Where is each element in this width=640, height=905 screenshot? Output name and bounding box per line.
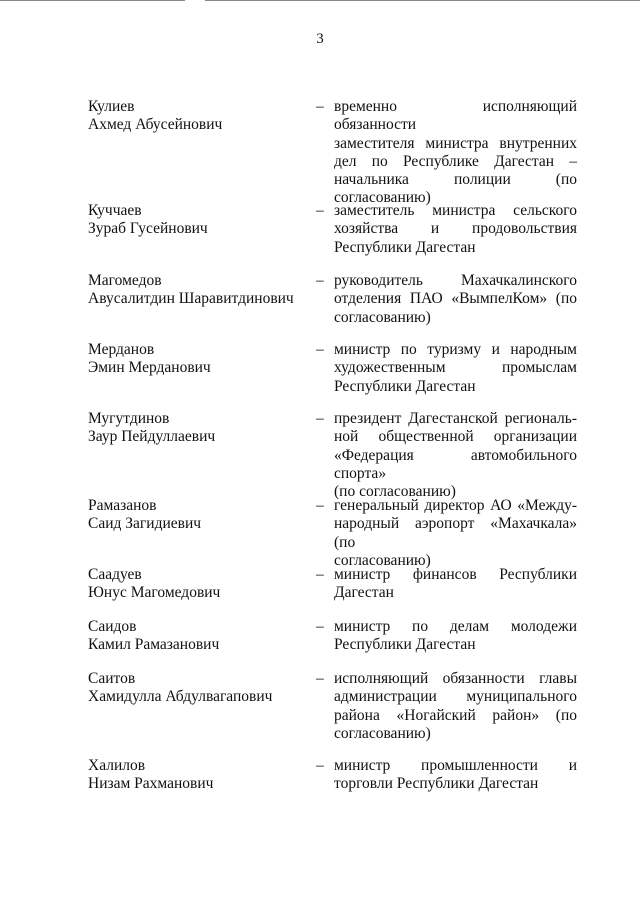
member-position-line: министр по туризму и народным [334,341,577,358]
member-name [88,618,308,655]
member-given-names: Юнус Магомедович [88,584,221,602]
member-surname: Мерданов [88,341,155,358]
member-dash: – [316,98,324,115]
member-given-names: Саид Загидиевич [88,515,202,533]
member-position-line: торговли Республики Дагестан [334,775,539,793]
member-dash: – [316,566,324,583]
member-given-names: Заур Пейдуллаевич [88,428,216,446]
member-position-line: начальника полиции (по [334,171,577,189]
member-position [334,202,577,257]
member-position-line: руководитель Махачкалинского [334,272,577,289]
member-given-names: Хамидулла Абдулвагапович [88,688,273,706]
member-position-line: министр промышленности и [334,757,577,774]
member-surname: Халилов [88,757,146,774]
member-surname: Магомедов [88,272,162,289]
member-given-names: Низам Рахманович [88,775,214,793]
member-dash: – [316,497,324,514]
member-position [334,670,577,743]
member-position-line: согласованию) [334,189,431,207]
member-name [88,202,308,239]
member-dash: – [316,341,324,358]
member-dash: – [316,618,324,635]
member-position [334,618,577,655]
scan-edge-line-right [205,0,640,1]
member-name [88,670,308,707]
member-name [88,410,308,447]
member-given-names: Авусалитдин Шаравитдинович [88,290,294,308]
member-name [88,272,308,309]
member-surname: Саитов [88,670,136,687]
member-dash: – [316,757,324,774]
member-given-names: Камил Рамазанович [88,636,220,654]
member-position [334,757,577,794]
member-surname: Рамазанов [88,497,157,514]
member-surname: Кулиев [88,98,135,115]
member-position-line: района «Ногайский район» (по [334,706,577,724]
member-name [88,566,308,603]
member-dash: – [316,670,324,687]
member-given-names: Зураб Гусейнович [88,220,208,238]
member-position-line: согласованию) [334,724,431,742]
member-name [88,341,308,378]
member-position-line: согласованию) [334,308,431,326]
member-position [334,272,577,327]
member-position [334,566,577,603]
member-dash: – [316,272,324,289]
member-position-line: президент Дагестанской региональ- [334,410,577,427]
member-position-line: народный аэропорт «Махачкала» (по [334,515,577,551]
member-position-line: Дагестан [334,584,394,602]
page-number: 3 [316,31,324,47]
member-position [334,410,577,501]
member-position-line: (по согласованию) [334,483,456,501]
scan-edge-line-left [0,0,185,1]
member-given-names: Эмин Мерданович [88,359,211,377]
member-position-line: Республики Дагестан [334,238,476,256]
member-name [88,757,308,794]
member-position-line: Республики Дагестан [334,377,476,395]
member-position-line: временно исполняющий обязанности [334,98,577,134]
member-given-names: Ахмед Абусейнович [88,116,223,134]
member-position [334,497,577,570]
member-position-line: хозяйства и продовольствия [334,220,577,238]
member-position-line: министр по делам молодежи [334,618,577,635]
member-position-line: министр финансов Республики [334,566,577,583]
member-position-line: заместителя министра внутренних [334,134,577,152]
member-position [334,98,577,208]
member-position [334,341,577,396]
member-position-line: генеральный директор АО «Между- [334,497,577,514]
member-name [88,497,308,534]
member-position-line: согласованию) [334,551,431,569]
member-position-line: заместитель министра сельского [334,202,577,219]
member-position-line: администрации муниципального [334,688,577,706]
member-dash: – [316,202,324,219]
member-position-line: дел по Республике Дагестан – [334,152,577,170]
member-surname: Куччаев [88,202,142,219]
member-name [88,98,308,135]
member-position-line: ной общественной организации [334,428,577,446]
member-position-line: исполняющий обязанности главы [334,670,577,687]
member-position-line: «Федерация автомобильного спорта» [334,446,577,482]
member-position-line: художественным промыслам [334,359,577,377]
member-dash: – [316,410,324,427]
member-position-line: Республики Дагестан [334,636,476,654]
member-position-line: отделения ПАО «ВымпелКом» (по [334,290,577,308]
member-surname: Саадуев [88,566,142,583]
member-surname: Саидов [88,618,137,635]
member-surname: Мугутдинов [88,410,170,427]
